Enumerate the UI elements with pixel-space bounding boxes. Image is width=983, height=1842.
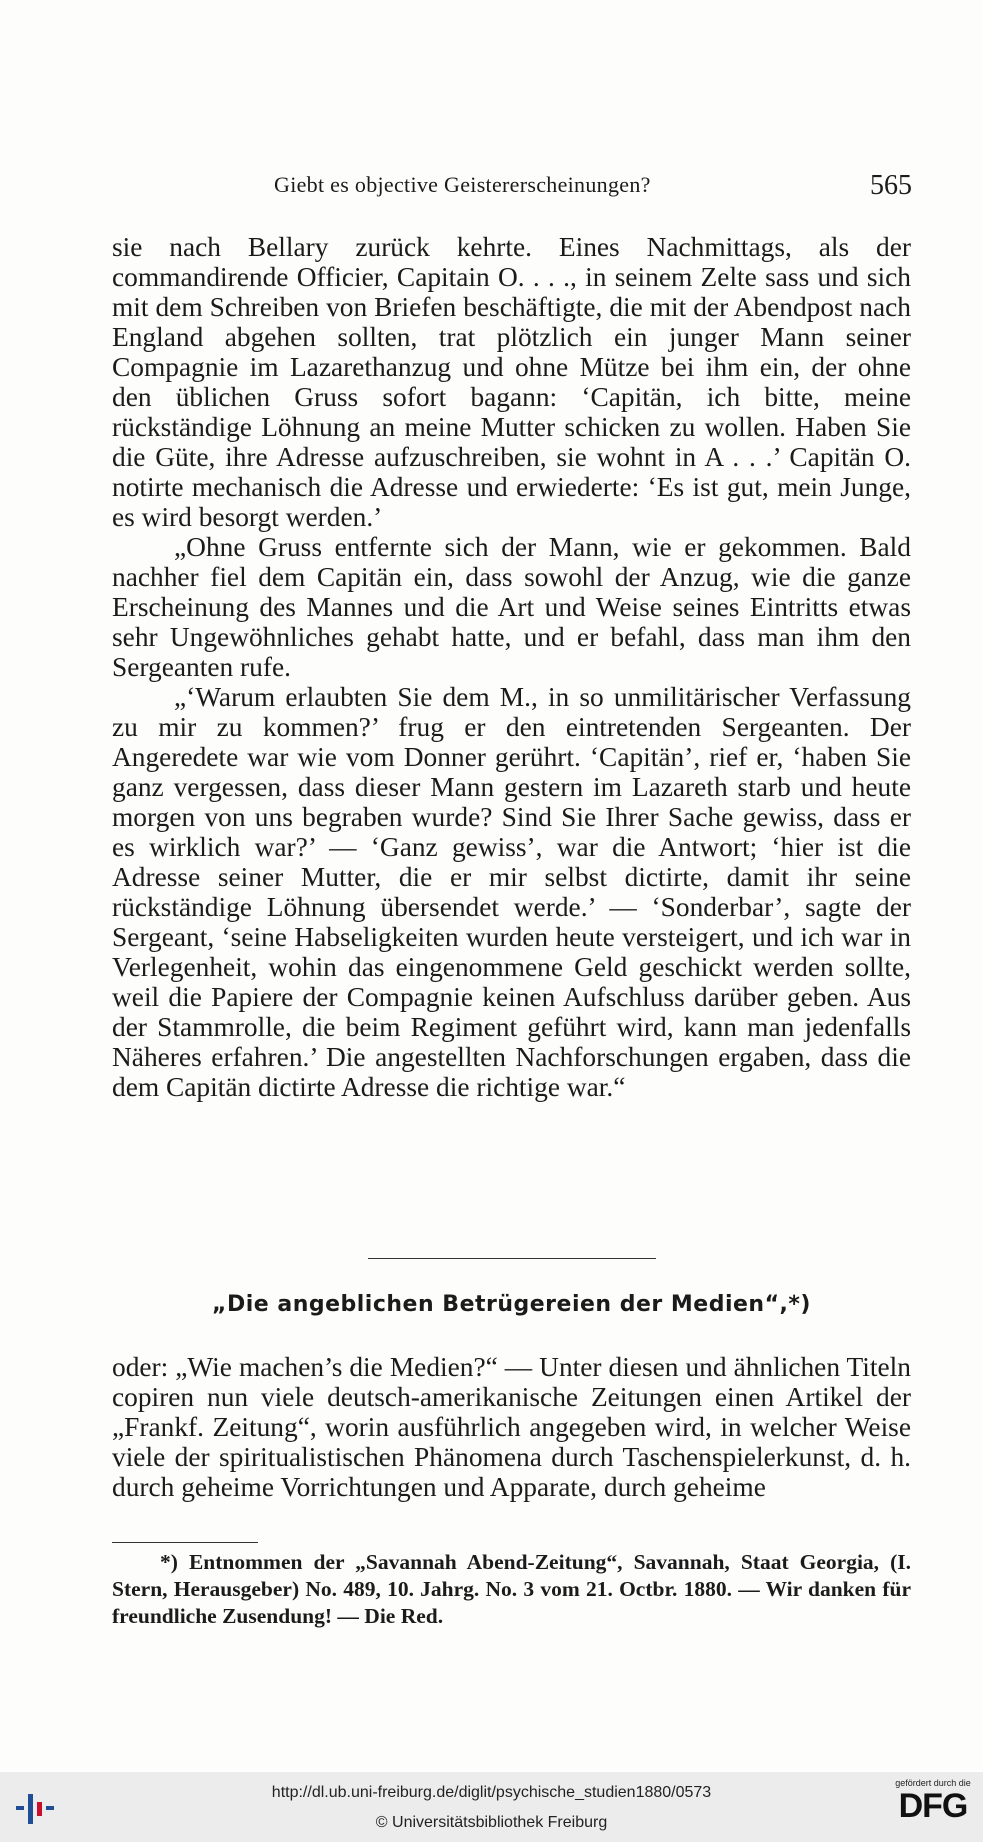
paragraph: sie nach Bellary zurück kehrte. Eines Nachmittags, als der commandirende Officier, Capitain O. . . ., in seinem Zelte sass und sich mit dem Schreiben von Briefen beschäftigte, die mit der Abendpost nach England abgehen sollten, trat plötzlich ein junger Mann seiner Compagnie im Lazarethanzug und ohne Mütze bei ihm ein, der ohne den üblichen Gruss sofort bagann: ‘Capitän, ich bitte, meine rückständige Löhnung an meine Mutter schicken zu wollen. Haben Sie die Güte, ihre Adresse aufzuschreiben, sie wohnt in A . . .’ Capitän O. notirte mechanisch die Adresse und erwiederte: ‘Es ist gut, mein Junge, es wird besorgt werden.’ [112,232,911,532]
dfg-sponsor [893,1778,973,1838]
section-paragraph: oder: „Wie machen’s die Medien?“ — Unter diesen und ähnlichen Titeln copiren nun viele deutsch-amerikanische Zeitungen einen Artikel der „Frankf. Zeitung“, worin ausführlich angegeben wird, in welcher Weise viele der spiritualistischen Phänomena durch Taschenspielerkunst, d. h. durch geheime Vorrichtungen und Apparate, durch geheime [112,1352,911,1502]
article-body [112,232,911,1102]
viewer-footer [0,1772,983,1842]
page-number: 565 [870,170,912,201]
copyright-notice: © Universitätsbibliothek Freiburg [375,1814,608,1831]
section-divider [368,1258,656,1259]
running-title: Giebt es objective Geistererscheinungen? [274,172,651,197]
section-heading: „Die angeblichen Betrügereien der Medien“,*) [212,1292,811,1317]
paragraph: „‘Warum erlaubten Sie dem M., in so unmilitärischer Verfassung zu mir zu kommen?’ frug er den eintretenden Sergeanten. Der Angeredete war wie vom Donner gerührt. ‘Capitän’, rief er, ‘haben Sie ganz vergessen, dass dieser Mann gestern im Lazareth starb und heute morgen von uns begraben wurde? Sind Sie Ihrer Sache gewiss, dass er es wirklich war?’ — ‘Ganz gewiss’, war die Antwort; ‘hier ist die Adresse seiner Mutter, die er mir selbst dictirte, damit ihr seine rückständige Löhnung übersendet werde.’ — ‘Sonderbar’, sagte der Sergeant, ‘seine Habseligkeiten wurden heute versteigert, und ich war in Verlegenheit, wohin das eingenommene Geld geschickt werden sollte, weil die Papiere der Compagnie keinen Aufschluss darüber geben. Aus der Stammrolle, die beim Regiment geführt wird, kann man jedenfalls Näheres erfahren.’ Die angestellten Nachforschungen ergaben, dass die dem Capitän dictirte Adresse die richtige war.“ [112,682,911,1102]
footnote: *) Entnommen der „Savannah Abend-Zeitung“, Savannah, Staat Georgia, (I. Stern, Herausgeber) No. 489, 10. Jahrg. No. 3 vom 21. Octbr. 1880. — Wir danken für freundliche Zusendung! — Die Red. [112,1550,911,1628]
dfg-caption: gefördert durch die [895,1778,971,1788]
page-header [112,170,912,210]
document-url[interactable]: http://dl.ub.uni-freiburg.de/diglit/psychische_studien1880/0573 [271,1784,712,1801]
footnote-divider [112,1542,258,1543]
dfg-logo: DFG [898,1787,968,1825]
paragraph: „Ohne Gruss entfernte sich der Mann, wie er gekommen. Bald nachher fiel dem Capitän ein, dass sowohl der Anzug, wie die ganze Erscheinung des Mannes und die Art und Weise seines Eintritts etwas sehr Ungewöhnliches gehabt hatte, und er befahl, dass man ihm den Sergeanten rufe. [112,532,911,682]
